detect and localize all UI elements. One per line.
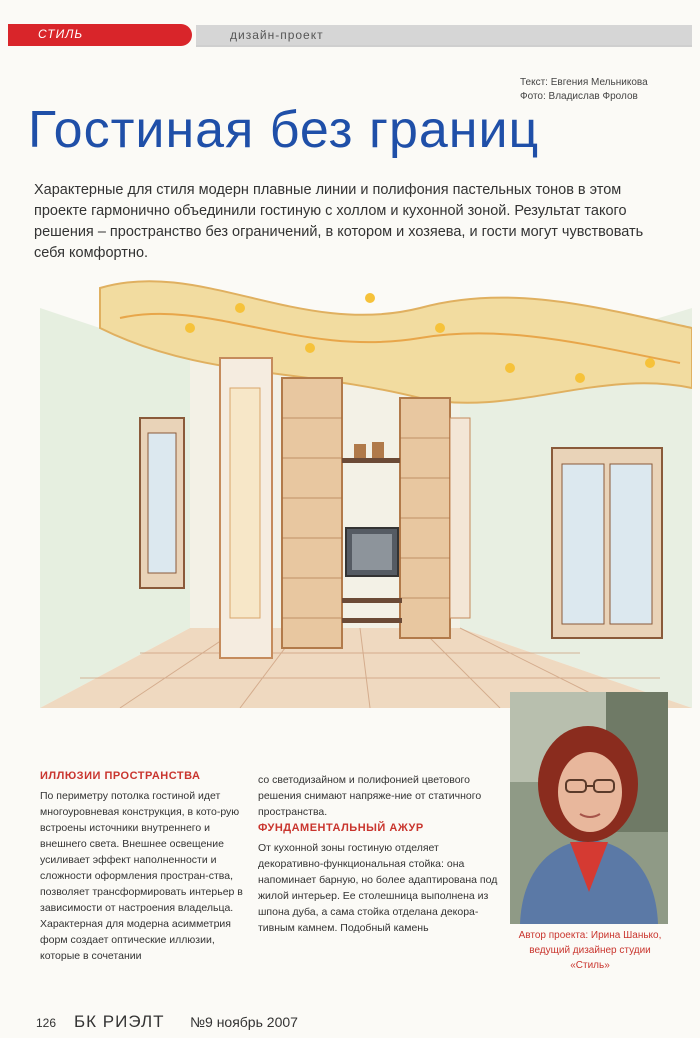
category-label: дизайн-проект [230, 28, 324, 42]
author-photo [510, 692, 668, 924]
credits [520, 76, 690, 104]
page-title: Гостиная без границ [28, 101, 540, 159]
lead-paragraph: Характерные для стиля модерн плавные линии и полифония пастельных тонов в этом проекте гармонично объединили гостиную с холлом и кухонной зоной. Результат такого решения – пространство без ограничений, в котором и хозяева, и гости могут чувствовать себя комфортно. [34, 182, 644, 261]
magazine-brand: БК РИЭЛТ [74, 1012, 165, 1031]
section-continuation: со светодизайном и полифонией цветового решения снимают напряже-ние от статичного пространства. [258, 774, 482, 818]
section-body-openwork: От кухонной зоны гостиную отделяет декоративно-функциональная стойка: она напоминает барную, но более адаптирована под жилой интерьер. Ее столешница выполнена из шпона дуба, а сама стойка отделана декора-тивным камнем. Подобный камень [258, 842, 498, 934]
interior-sketch-illustration [40, 268, 692, 708]
section-label: СТИЛЬ [38, 27, 84, 41]
text-author: Текст: Евгения Мельникова [520, 77, 648, 88]
header-divider [196, 45, 692, 47]
section-body-illusions: По периметру потолка гостиной идет многоуровневая конструкция, в кото-рую встроены источники внутреннего и внешнего света. Внешнее освещение усиливает эффект наполненности и сложности оформления простран-ства, позволяет трансформировать интерьер в зависимости от настроения владельца. Характерная для модерна асимметрия форм создает оптические иллюзии, которые в сочетании [40, 790, 243, 962]
photo-author: Фото: Владислав Фролов [520, 91, 638, 102]
section-heading-openwork: ФУНДАМЕНТАЛЬНЫЙ АЖУР [258, 822, 424, 834]
category-bar [196, 25, 692, 45]
photo-caption: Автор проекта: Ирина Шанько, ведущий дизайнер студии «Стиль» [518, 930, 662, 971]
section-tab [8, 24, 192, 46]
section-heading-illusions: ИЛЛЮЗИИ ПРОСТРАНСТВА [40, 770, 201, 782]
page-number: 126 [36, 1016, 57, 1030]
issue-label: №9 ноябрь 2007 [190, 1014, 298, 1030]
